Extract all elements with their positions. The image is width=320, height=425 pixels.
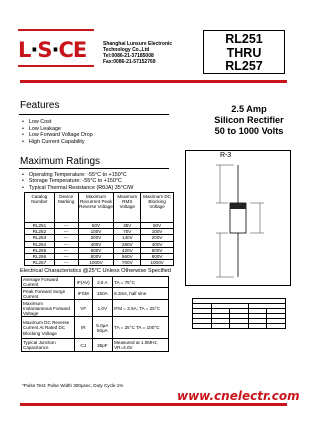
cell [230,324,249,329]
cell: 100V [141,229,174,235]
cell [248,324,267,329]
cell [267,324,286,329]
max-ratings-title: Maximum Ratings [20,156,101,167]
cell: --- [54,253,78,259]
cell: --- [54,247,78,253]
electrical-title: Electrical Characteristics @25°C Unless Otherwise Specified [20,268,171,274]
cell: --- [54,235,78,241]
header-marking: Device Marking [54,193,78,223]
max-ratings-underline [19,168,169,169]
cell: 70V [114,229,141,235]
condition-cell: IFM = 2.5A; TA = 25°C [113,300,169,317]
rating-item: • Storage Temperature: -55°C to +150°C [22,178,133,184]
cell: 600V [141,247,174,253]
cell: RL255 [25,247,55,253]
table-row [22,317,169,339]
cell: 200V [141,235,174,241]
feature-item: • Low Cost [22,119,93,126]
cell: 100V [78,229,114,235]
header-vrms: Maximum RMS Voltage [114,193,141,223]
cell: RL257 [25,260,55,266]
package-label: R-3 [220,152,232,159]
condition-cell: TA = 25°C TA = 100°C [113,317,169,339]
table-row [22,288,169,300]
cell: --- [54,260,78,266]
cell: --- [54,229,78,235]
cell: 800V [141,253,174,259]
website-link[interactable]: www.cnelectr.com [177,389,300,403]
ratings-table [24,192,174,266]
cell: 140V [114,235,141,241]
ratings-table-header [25,193,174,223]
product-voltage-range: 50 to 1000 Volts [214,126,284,136]
electrical-table [21,276,169,352]
cell: 35V [114,223,141,229]
table-row [22,300,169,317]
cell: --- [54,223,78,229]
param-cell: Typical Junction Capacitance [22,339,75,352]
cell: RL256 [25,253,55,259]
value-cell: 5.0μA 50μA [92,317,113,339]
company-name-line2: Technology Co.,Ltd [103,47,150,54]
feature-item: • Low Forward Voltage Drop [22,132,93,139]
cell: RL252 [25,229,55,235]
footer-red-bar [20,403,287,406]
features-list [22,119,93,145]
dimensions-table [192,298,286,329]
cell: 1000V [141,260,174,266]
logo-underline-bar [18,65,94,67]
cell: 280V [114,241,141,247]
cell: 800V [78,253,114,259]
pulse-test-footnote: *Pulse Test: Pulse Width 300μsec, Duty Cycle 1% [22,383,124,388]
cell: 700V [114,260,141,266]
company-fax: Fax:0086-21-57152769 [103,59,156,66]
package-outline-box [185,150,291,286]
cell: 200V [78,235,114,241]
condition-cell: TA = 75°C [113,277,169,288]
table-row [22,339,169,352]
value-cell: 150A [92,288,113,300]
param-cell: Maximum Instantaneous Forward Voltage [22,300,75,317]
top-red-bar [18,29,94,31]
cell [193,324,212,329]
param-cell: Maximum DC Reverse Current At Rated DC Blocking Voltage [22,317,75,339]
logo-wordmark: L·S·CE [18,38,87,62]
features-title: Features [20,100,60,111]
table-row [193,324,286,329]
cell: 50V [141,223,174,229]
param-cell: Peak Forward Surge Current [22,288,75,300]
cell: RL253 [25,235,55,241]
header-divider-bar [20,80,287,83]
cell: 1000V [78,260,114,266]
part-number-thru: THRU [226,45,262,60]
cell: 50V [78,223,114,229]
table-row [25,260,174,266]
value-cell: 1.0V [92,300,113,317]
company-name: Shanghai Lunsure Electronic [103,41,173,47]
cell: RL254 [25,241,55,247]
cell: 560V [114,253,141,259]
product-type: Silicon Rectifier [214,115,284,125]
product-current: 2.5 Amp [231,104,267,114]
param-cell: Average Forward Current [22,277,75,288]
symbol-cell: IR [74,317,92,339]
company-tel: Tel:0086-21-37185008 [103,53,154,60]
cell: 400V [141,241,174,247]
condition-cell: Measured at 1.0MHz, VR=4.0V [113,339,169,352]
rating-item: • Typical Thermal Resistance (RθJA) 35°C/W [22,185,133,191]
cell: --- [54,241,78,247]
diode-outline-drawing [186,151,290,285]
features-underline [19,114,169,115]
part-number-box [203,30,285,74]
value-cell: 2.5 A [92,277,113,288]
product-title [205,104,293,137]
symbol-cell: CJ [74,339,92,352]
header-vrrm: Maximum Recurrent Peak Reverse Voltage [78,193,114,223]
symbol-cell: IF(AV) [74,277,92,288]
cell: 600V [78,247,114,253]
condition-cell: 8.3ms, half sine [113,288,169,300]
max-ratings-list [22,172,133,191]
company-info [103,41,172,65]
table-row [22,277,169,288]
part-number-start: RL251 [225,32,263,46]
symbol-cell: VF [74,300,92,317]
symbol-cell: IFSM [74,288,92,300]
company-logo [18,40,92,62]
value-cell: 35pF [92,339,113,352]
header-catalog: Catalog Number [25,193,55,223]
cell: RL251 [25,223,55,229]
feature-item: • High Current Capability [22,139,93,146]
part-number-end: RL257 [225,59,263,73]
rating-item: • Operating Temperature: -55°C to +150°C [22,172,133,178]
header-vdc: Maximum DC Blocking Voltage [141,193,174,223]
cell [211,324,230,329]
cell: 420V [114,247,141,253]
feature-item: • Low Leakage [22,126,93,133]
cell: 400V [78,241,114,247]
